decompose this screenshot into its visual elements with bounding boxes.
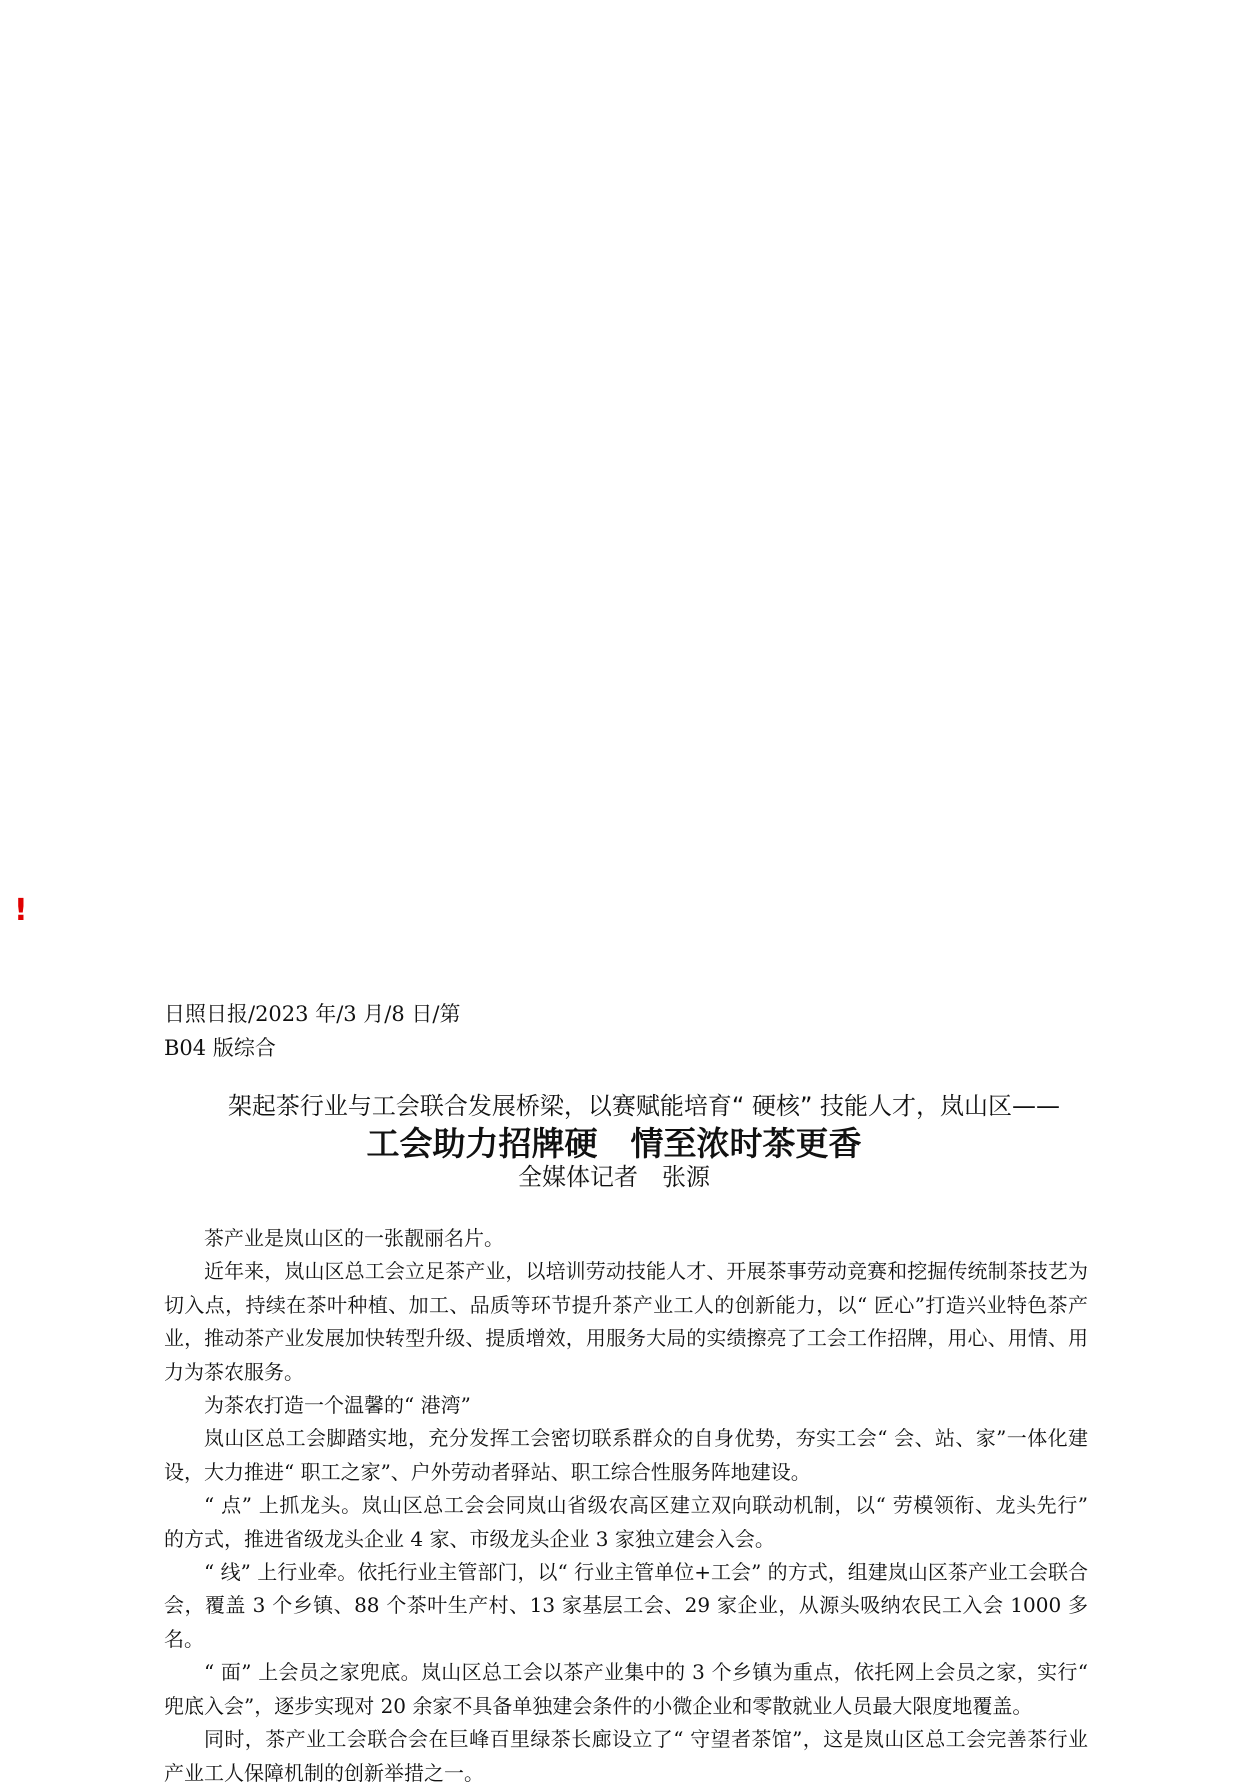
warning-mark: ! (14, 893, 28, 928)
source-line: 日照日报/2023 年/3 月/8 日/第 B04 版综合 (164, 1002, 461, 1060)
paragraph: “ 点” 上抓龙头。岚山区总工会会同岚山省级农高区建立双向联动机制，以“ 劳模领衔、龙头先行” 的方式，推进省级龙头企业 4 家、市级龙头企业 3 家独立建会入会。 (164, 1493, 1088, 1551)
article-body (164, 1222, 1088, 1790)
paragraph: 近年来，岚山区总工会立足茶产业，以培训劳动技能人才、开展茶事劳动竞赛和挖掘传统制茶技艺为切入点，持续在茶叶种植、加工、品质等环节提升茶产业工人的创新能力，以“ 匠心”打造兴业特色茶产业，推动茶产业发展加快转型升级、提质增效，用服务大局的实绩擦亮了工会工作招牌，用心、用情、用力为茶农服务。 (164, 1259, 1088, 1384)
paragraph: 岚山区总工会脚踏实地，充分发挥工会密切联系群众的自身优势，夯实工会“ 会、站、家”一体化建设，大力推进“ 职工之家”、户外劳动者驿站、职工综合性服务阵地建设。 (164, 1426, 1088, 1484)
byline: 全媒体记者 张源 (518, 1163, 710, 1191)
paragraph: 同时，茶产业工会联合会在巨峰百里绿茶长廊设立了“ 守望者茶馆”，这是岚山区总工会完善茶行业产业工人保障机制的创新举措之一。 (164, 1727, 1088, 1785)
paragraph: 茶产业是岚山区的一张靓丽名片。 (204, 1226, 504, 1250)
headline: 工会助力招牌硬 情至浓时茶更香 (366, 1124, 862, 1163)
paragraph: “ 线” 上行业牵。依托行业主管部门，以“ 行业主管单位+工会” 的方式，组建岚山区茶产业工会联合会，覆盖 3 个乡镇、88 个茶叶生产村、13 家基层工会、29 家企业，从源头吸纳农民工入会 1000 多名。 (164, 1560, 1088, 1651)
paragraph: “ 面” 上会员之家兜底。岚山区总工会以茶产业集中的 3 个乡镇为重点，依托网上会员之家，实行“ 兜底入会”，逐步实现对 20 余家不具备单独建会条件的小微企业和零散就业人员最大限度地覆盖。 (164, 1660, 1088, 1718)
section-heading: 为茶农打造一个温馨的“ 港湾” (204, 1393, 471, 1418)
kicker: 架起茶行业与工会联合发展桥梁，以赛赋能培育“ 硬核” 技能人才，岚山区—— (227, 1092, 1061, 1120)
